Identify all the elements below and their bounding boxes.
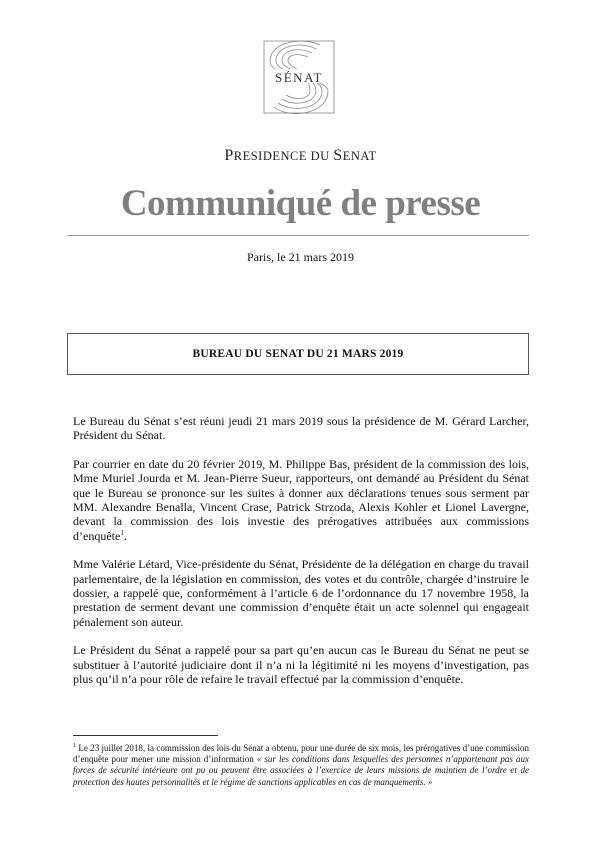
footnote-number: 1 [73, 743, 76, 749]
page-title: Communiqué de presse [120, 183, 481, 224]
senat-logo [258, 39, 340, 117]
presidence-initial-s: S [333, 147, 343, 164]
dateline: Paris, le 21 mars 2019 [247, 250, 354, 264]
footnote [73, 743, 529, 788]
paragraph-2-text: Par courrier en date du 20 février 2019, M. Philippe Bas, président de la commission des lois, Mme Muriel Jourda et M. Jean-Pierre Sueur, rapporteurs, ont demandé au Président du Sénat que le Bureau se prononce sur les suites à donner aux déclarations tenues sous serment par MM. Alexandre Benalla, Vincent Crase, Patrick Strzoda, Alexis Kohler et Lionel Lavergne, devant la commission des lois investie des prérogatives attribuées aux commissions d’enquête [73, 456, 529, 543]
footnote-quote: « sur les conditions dans lesquelles des personnes n’appartenant pas aux forces de sécurité intérieure ont pu ou peuvent être associées à l’exercice de leurs missions de maintien de l’ordre et de protection des hautes personnalités et le régime de sanctions applicables en cas de manquements. » [73, 754, 529, 787]
footnote-ref[interactable]: 1 [120, 528, 124, 537]
presidence-heading [0, 147, 601, 165]
presidence-initial-p: P [224, 147, 234, 164]
body-text [73, 414, 529, 701]
paragraph-2 [73, 457, 529, 543]
title-divider [67, 235, 529, 236]
presidence-rest-1: RESIDENCE DU [233, 149, 334, 163]
paragraph-2-tail: . [123, 528, 127, 543]
paragraph-1-text: Le Bureau du Sénat s’est réuni jeudi 21 mars 2019 sous la présidence de M. Gérard Larcher, Président du Sénat. [73, 414, 529, 443]
paragraph-3-text: Mme Valérie Létard, Vice-présidente du Sénat, Présidente de la délégation en charge du travail parlementaire, de la législation en commission, des votes et du contrôle, chargée d’instruire le dossier, a rappelé que, conformément à l’article 6 de l’ordonnance du 17 novembre 1958, la prestation de serment devant une commission d’enquête était un acte solennel qui engageait pénalement son auteur. [73, 557, 529, 629]
box-heading: BUREAU DU SENAT DU 21 MARS 2019 [192, 348, 404, 360]
senat-logo-text: SÉNAT [275, 70, 323, 85]
paragraph-4-text: Le Président du Sénat a rappelé pour sa part qu’en aucun cas le Bureau du Sénat ne peut se substituer à l’autorité judiciaire dont il n’a ni la légitimité ni les moyens d’investigation, pas plus qu’il n’a pour rôle de refaire le travail effectué par la commission d’enquête. [73, 643, 529, 687]
paragraph-3 [73, 557, 529, 629]
paragraph-4 [73, 643, 529, 686]
footnote-divider [73, 735, 218, 736]
paragraph-1 [73, 414, 529, 443]
heading-box [67, 333, 529, 375]
presidence-rest-2: ENAT [342, 149, 377, 163]
footnote-text: Le 23 juillet 2018, la commission des lois du Sénat a obtenu, pour une durée de six mois, les prérogatives d’une commission d’enquête pour mener une mission d’information [73, 743, 529, 765]
